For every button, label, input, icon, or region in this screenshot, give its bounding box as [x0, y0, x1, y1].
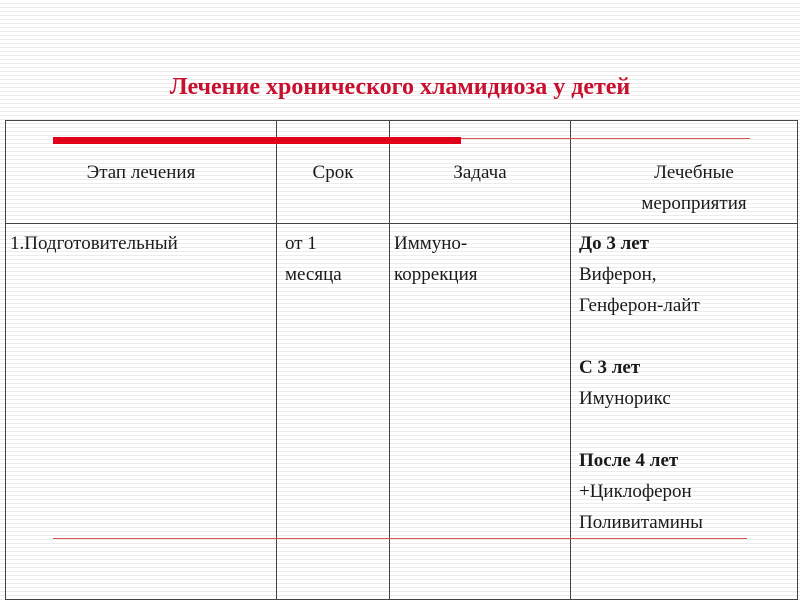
table-row [6, 224, 798, 600]
header-stage: Этап лечения [6, 121, 277, 224]
slide-title: Лечение хронического хламидиоза у детей [169, 74, 631, 100]
task-line: коррекция [394, 264, 478, 285]
drug-line: Имунорикс [579, 388, 671, 409]
cell-stage: 1.Подготовительный [6, 224, 277, 600]
header-measures: Лечебные мероприятия [571, 121, 798, 224]
accent-line-top [461, 138, 750, 139]
term-line: месяца [285, 264, 342, 285]
drug-line: Генферон-лайт [579, 295, 700, 316]
header-task: Задача [390, 121, 571, 224]
age-group-heading: С 3 лет [579, 357, 641, 378]
drug-line: Поливитамины [579, 512, 703, 533]
drug-line: +Циклоферон [579, 481, 692, 502]
cell-term [277, 224, 390, 600]
table-header-row [6, 121, 798, 224]
task-line: Иммуно- [394, 233, 468, 254]
header-term: Срок [277, 121, 390, 224]
accent-line-bottom [53, 538, 747, 539]
cell-measures [571, 224, 798, 600]
cell-task [390, 224, 571, 600]
age-group-heading: До 3 лет [579, 233, 649, 254]
accent-bar [53, 137, 461, 144]
treatment-table [5, 120, 798, 600]
term-line: от 1 [285, 233, 317, 254]
age-group-heading: После 4 лет [579, 450, 679, 471]
drug-line: Виферон, [579, 264, 657, 285]
